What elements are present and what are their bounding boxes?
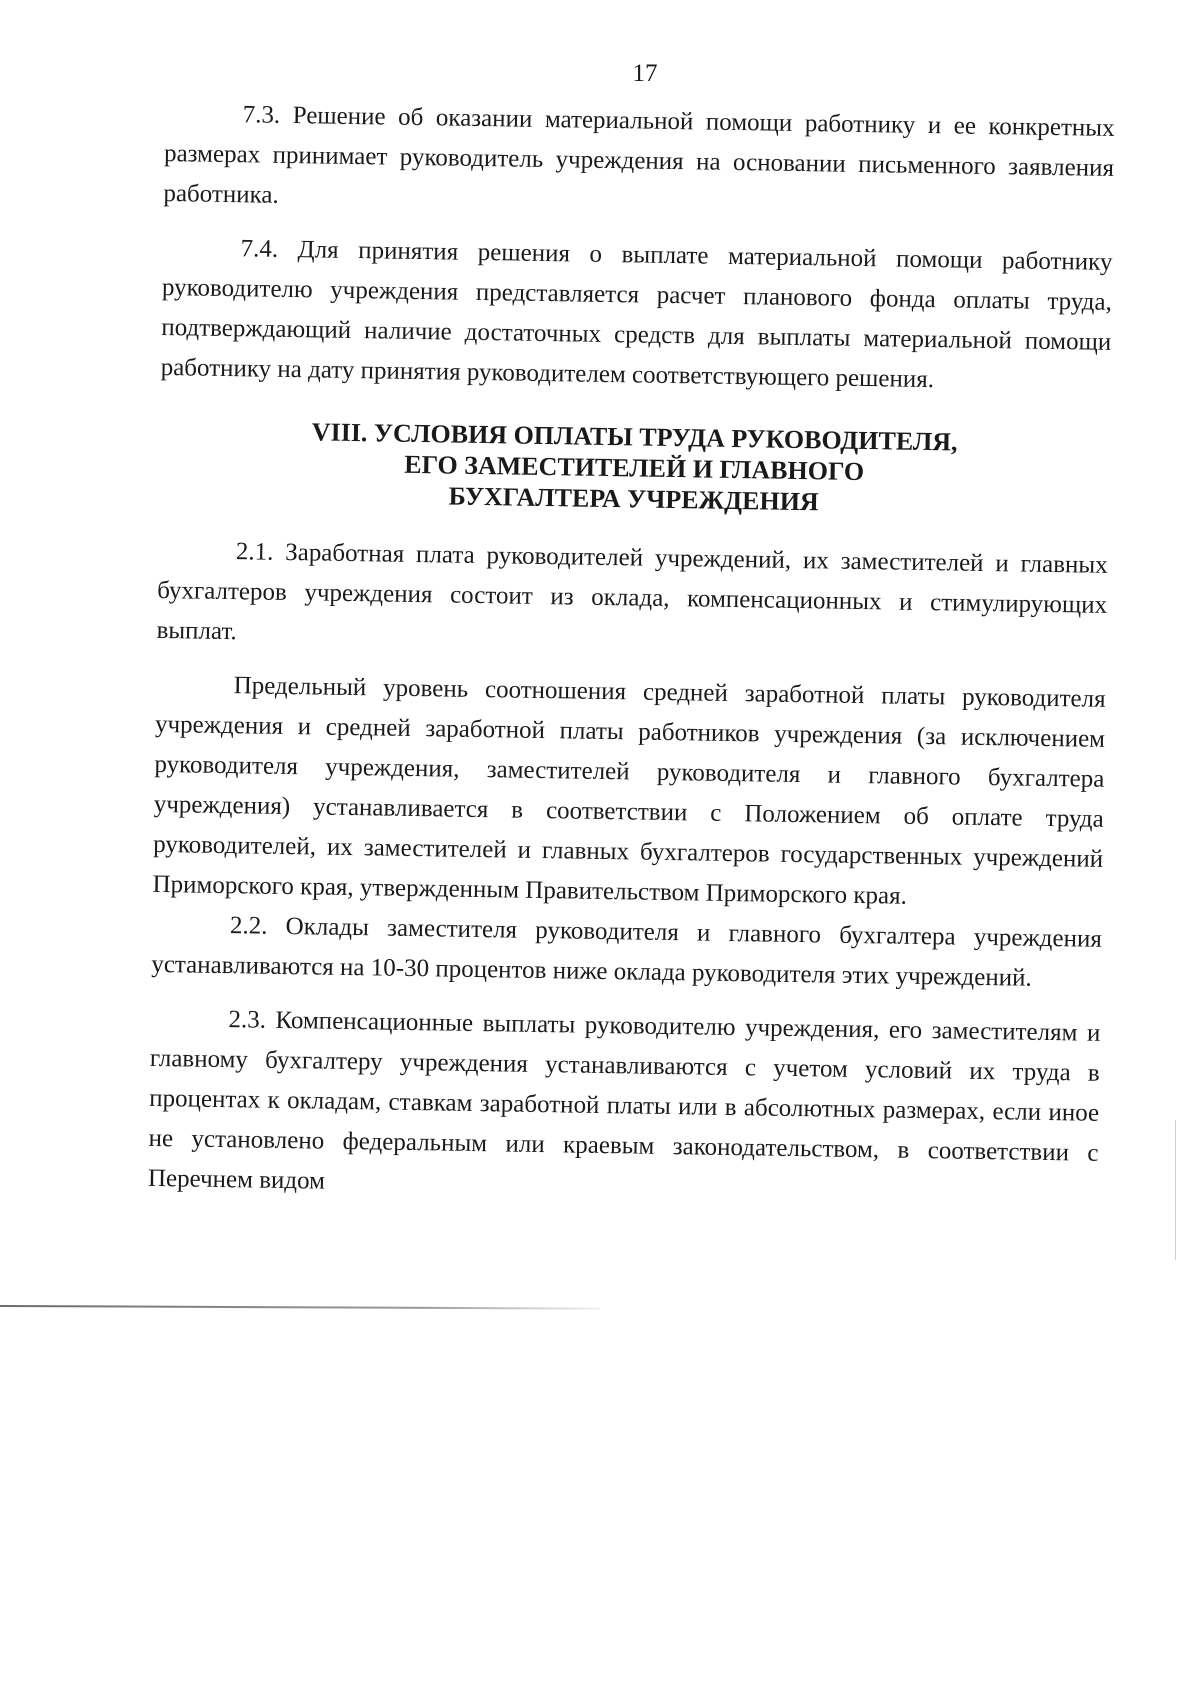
section-heading-line-3: БУХГАЛТЕРА УЧРЕЖДЕНИЯ bbox=[448, 481, 819, 517]
paragraph-2-3: 2.3. Компенсационные выплаты руководителю учреждения, его заместителям и главному бухгалтеру учреждения устанавливаются с учетом условий их труда в процентах к окладам, ставкам заработной платы или в абсолютных размерах, если иное не установлено федеральным или краевым законодательством, в соответствии с Перечнем видом bbox=[147, 1006, 1101, 1195]
scan-rule-line bbox=[0, 1305, 600, 1310]
text-block bbox=[148, 94, 1115, 1214]
paragraph-2-1-limit: Предельный уровень соотношения средней заработной платы руководителя учреждения и средней заработной платы работников учреждения (за исключением руководителя учреждения, заместителей руководителя и главного бухгалтера учреждения) устанавливается в соответствии с Положением об оплате труда руководителей, их заместителей и главных бухгалтеров государственных учреждений Приморского края, утвержденным Правительством Приморского края. bbox=[152, 672, 1106, 910]
section-heading bbox=[159, 414, 1110, 522]
paragraph-2-1: 2.1. Заработная плата руководителей учреждений, их заместителей и главных бухгалтеров учреждения состоит из оклада, компенсационных и стимулирующих выплат. bbox=[156, 538, 1108, 646]
section-heading-line-1: VIII. УСЛОВИЯ ОПЛАТЫ ТРУДА РУКОВОДИТЕЛЯ, bbox=[311, 417, 958, 457]
paragraph-2-2: 2.2. Оклады заместителя руководителя и главного бухгалтера учреждения устанавливаются на 10-30 процентов ниже оклада руководителя этих учреждений. bbox=[151, 912, 1103, 992]
paragraph-7-3: 7.3. Решение об оказании материальной помощи работнику и ее конкретных размерах принимает руководитель учреждения на основании письменного заявления работника. bbox=[163, 101, 1115, 209]
scan-margin-artifact bbox=[1175, 1120, 1176, 1260]
page-number: 17 bbox=[632, 60, 658, 87]
section-heading-line-2: ЕГО ЗАМЕСТИТЕЛЕЙ И ГЛАВНОГО bbox=[404, 449, 865, 487]
paragraph-7-4: 7.4. Для принятия решения о выплате материальной помощи работнику руководителю учреждения представляется расчет планового фонда оплаты труда, подтверждающий наличие достаточных средств для выплаты материальной помощи работнику на дату принятия руководителем соответствующего решения. bbox=[160, 235, 1113, 394]
